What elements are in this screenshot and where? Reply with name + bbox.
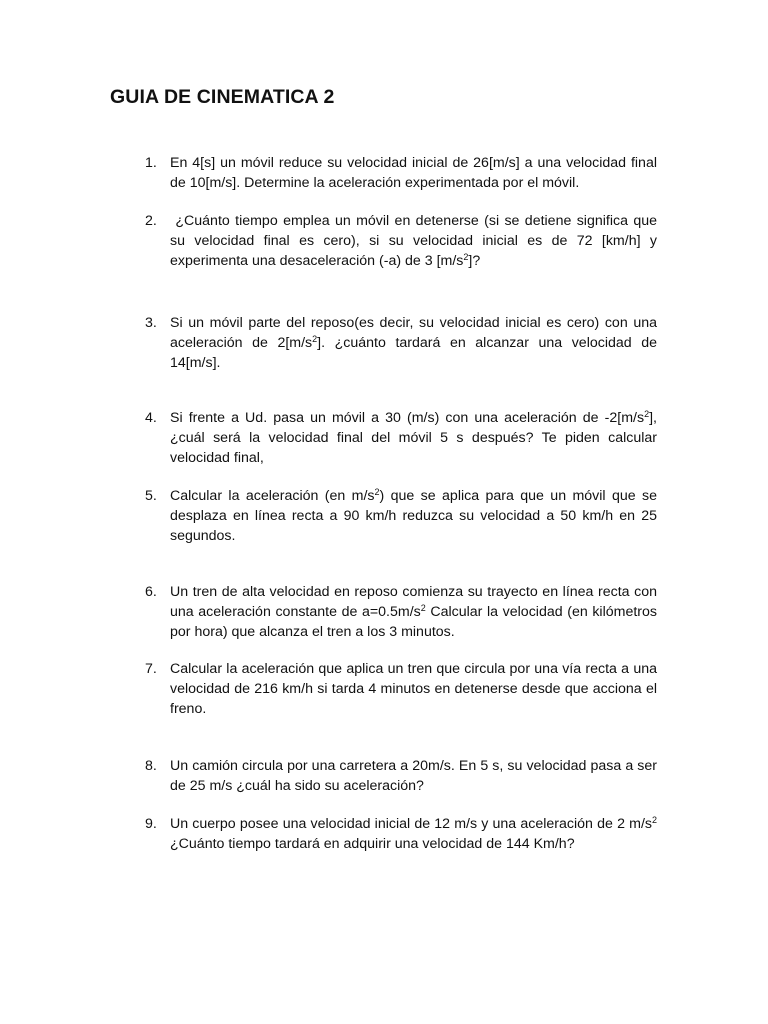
superscript: 2 [420, 603, 426, 613]
superscript: 2 [312, 334, 318, 344]
question-number: 1. [145, 155, 157, 171]
question-number: 8. [145, 758, 157, 774]
question-number: 3. [145, 315, 157, 331]
question-number: 5. [145, 488, 157, 504]
question-2 [145, 211, 657, 271]
superscript: 2 [374, 487, 380, 497]
question-4 [145, 408, 657, 468]
question-text: Un tren de alta velocidad en reposo comienza su trayecto en línea recta con una aceleración constante de $a=0.5m/s^2$ Calcular la velocidad (en kilómetros por hora) que alcanza el tren a los 3 minutos. [170, 584, 657, 640]
document-title: GUIA DE CINEMATICA 2 [110, 86, 335, 108]
superscript: 2 [651, 815, 657, 825]
superscript: 2 [463, 252, 469, 262]
question-number: 6. [145, 584, 157, 600]
question-1 [145, 153, 657, 193]
question-number: 7. [145, 661, 157, 677]
question-text: Calcular la aceleración (en $m/s^2$) que se aplica para que un móvil que se desplaza en línea recta a 90 km/h reduzca su velocidad a 50 km/h en 25 segundos. [170, 487, 657, 544]
question-text: Si frente a Ud. pasa un móvil a 30 (m/s) con una aceleración de $-2[m/s^2]$, ¿cuál será la velocidad final del móvil 5 s después? Te piden calcular velocidad final, [170, 409, 657, 466]
question-text: ¿Cuánto tiempo emplea un móvil en detenerse (si se detiene significa que su velocidad final es cero), si su velocidad inicial es de 72 [km/h] y experimenta una desaceleración (-a) de 3 $[m/s^2]$? [170, 213, 657, 269]
question-6 [145, 582, 657, 642]
question-number: 2. [145, 213, 157, 229]
question-3 [145, 313, 657, 373]
question-text: Un cuerpo posee una velocidad inicial de 12 m/s y una aceleración de 2 $m/s^2$ ¿Cuánto tiempo tardará en adquirir una velocidad de 144 Km/h? [170, 815, 657, 852]
question-5 [145, 486, 657, 546]
question-text: Un camión circula por una carretera a 20m/s. En 5 s, su velocidad pasa a ser de 25 m/s ¿cuál ha sido su aceleración? [170, 758, 657, 794]
question-8 [145, 756, 657, 796]
question-text: Si un móvil parte del reposo(es decir, su velocidad inicial es cero) con una aceleración de $2[m/s^2]$. ¿cuánto tardará en alcanzar una velocidad de 14[m/s]. [170, 315, 657, 371]
question-number: 4. [145, 410, 157, 426]
question-text: Calcular la aceleración que aplica un tren que circula por una vía recta a una velocidad de 216 km/h si tarda 4 minutos en detenerse desde que acciona el freno. [170, 661, 657, 717]
question-text: En 4[s] un móvil reduce su velocidad inicial de 26[m/s] a una velocidad final de 10[m/s]. Determine la aceleración experimentada por el móvil. [170, 155, 657, 191]
superscript: 2 [644, 409, 650, 419]
question-7 [145, 659, 657, 719]
question-9 [145, 814, 657, 854]
question-number: 9. [145, 816, 157, 832]
